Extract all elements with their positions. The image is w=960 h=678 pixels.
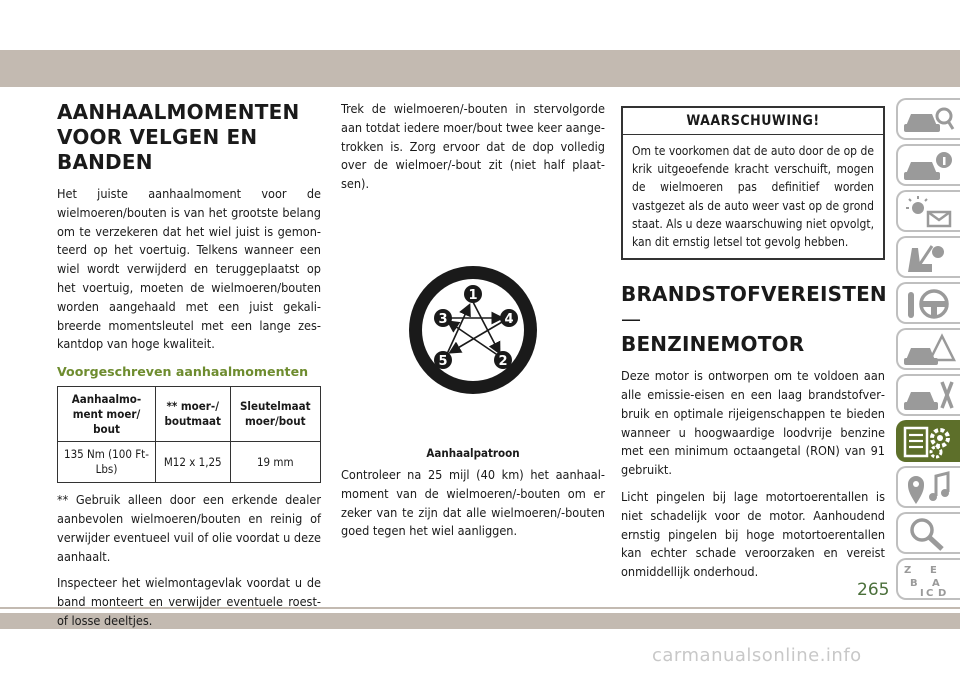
car-tools-icon: [902, 378, 956, 414]
watermark: carmanualsonline.info: [652, 645, 862, 666]
hazard-car-icon: [902, 332, 956, 368]
tab-specifications[interactable]: [896, 420, 960, 462]
lug-1: [464, 285, 482, 303]
fuel-title-line1: BRANDSTOFVEREISTEN: [621, 282, 887, 307]
svg-text:C: C: [926, 588, 934, 598]
car-info-icon: [902, 148, 956, 184]
footnote-paragraph: ** Gebruik alleen door een erkende dealer aanbevolen wielmoeren/bouten en reinig of verwijder eventueel vuil of olie voordat u deze aanhaalt.: [57, 492, 321, 564]
chapter-tabs: [896, 98, 960, 604]
section-title-line1: AANHAALMOMENTEN: [57, 100, 300, 124]
lug-2: [494, 351, 512, 369]
svg-text:A: A: [932, 578, 940, 589]
header-band: [0, 50, 960, 87]
lug-label: 1: [468, 287, 478, 303]
lug-5: [434, 351, 452, 369]
inspect-paragraph: Inspecteer het wielmontagevlak voordat u de band monteert en verwijder eventuele roest- of losse deeltjes.: [57, 575, 321, 628]
steering-wheel-icon: [902, 286, 956, 322]
lug-3: [434, 309, 452, 327]
wheel-diagram: [405, 262, 541, 398]
fuel-section-title: [621, 282, 885, 357]
tab-car-info[interactable]: [896, 144, 960, 186]
figure-caption: Aanhaalpatroon: [426, 445, 520, 460]
dashboard-lights-icon: [902, 194, 956, 230]
lug-label: 2: [498, 353, 508, 369]
svg-text:E: E: [930, 565, 937, 576]
fuel-title-line2: BENZINEMOTOR: [621, 332, 805, 357]
car-search-icon: [902, 102, 956, 138]
music-location-icon: [902, 470, 956, 506]
table-cell: 19 mm: [230, 442, 321, 483]
star-pattern-paragraph: Trek de wielmoeren/-bouten in stervolgorde aan totdat iedere moer/bout twee keer aangetrokken is. Zorg ervoor dat de dop volledig over de wielmoer/-bout zit (niet half plaatsen).: [341, 101, 605, 192]
warning-text: Om te voorkomen dat de auto door de op de krik uitgeoefende kracht verschuift, mogen de wielmoeren pas definitief worden vastgezet als de auto weer vast op de grond staat. Als u deze waarschuwing niet opvolgt, kan dit ernstig letsel tot gevolg hebben.: [632, 144, 874, 250]
svg-text:D: D: [938, 588, 947, 598]
section-title-line2: VOOR VELGEN EN BANDEN: [57, 125, 258, 174]
tab-car-tools[interactable]: [896, 374, 960, 416]
table-cell: M12 x 1,25: [155, 442, 230, 483]
warning-box: [621, 106, 885, 260]
torque-table: [57, 386, 321, 483]
table-cell: 135 Nm (100 Ft-Lbs): [58, 442, 156, 483]
column-middle: [341, 100, 605, 549]
svg-text:I: I: [920, 588, 924, 598]
specifications-gear-icon: [902, 424, 956, 460]
tab-dashboard-lights[interactable]: [896, 190, 960, 232]
subheading: Voorgeschreven aanhaalmomenten: [57, 364, 309, 380]
fuel-paragraph: Deze motor is ontworpen om te voldoen aan alle emissie-eisen en een laag brandstofverbruik en optimale rijeigenschappen te bieden wanneer u hoogwaardige loodvrije benzine met een minimum octaangetal (RON) van 91 gebruikt.: [621, 368, 885, 478]
section-title: [57, 100, 321, 175]
fuel-title-dash: —: [621, 307, 642, 332]
table-row: [58, 442, 321, 483]
intro-paragraph: Het juiste aanhaalmoment voor de wielmoeren/bouten is van het grootste belang om te verzekeren dat het wiel juist is gemonteerd op het voertuig. Telkens wanneer een wiel wordt verwijderd en teruggeplaatst op het voertuig, moeten de wielmoeren/bouten worden aangehaald met een juist gekalibreerde momentsleutel met een lange zeskantdop van hoge kwaliteit.: [57, 186, 321, 352]
tab-steering-wheel[interactable]: [896, 282, 960, 324]
table-header: ** moer-/ boutmaat: [155, 387, 230, 442]
tab-search[interactable]: [896, 512, 960, 554]
lug-4: [500, 309, 518, 327]
torque-pattern-figure: [341, 216, 605, 466]
column-right: [621, 106, 885, 590]
page-number: 265: [857, 580, 890, 600]
lug-label: 5: [438, 353, 448, 369]
tab-airbag-seat[interactable]: [896, 236, 960, 278]
tab-car-search[interactable]: [896, 98, 960, 140]
tab-music-location[interactable]: [896, 466, 960, 508]
svg-text:B: B: [910, 578, 918, 589]
magnifier-icon: [902, 516, 956, 552]
lug-label: 3: [438, 311, 448, 327]
column-left: [57, 100, 321, 639]
table-header: Aanhaalmo- ment moer/ bout: [58, 387, 156, 442]
knock-paragraph: Licht pingelen bij lage motortoerentallen is niet schadelijk voor de motor. Aanhoudend ernstig pingelen bij hoge motortoerentallen kan echter schade veroorzaken en vereist onmiddellijk onderhoud.: [621, 489, 885, 580]
table-header-row: [58, 387, 321, 442]
tab-index[interactable]: [896, 558, 960, 600]
tab-hazard-car[interactable]: [896, 328, 960, 370]
warning-title: WAARSCHUWING!: [623, 108, 883, 135]
lug-label: 4: [504, 311, 514, 327]
table-header: Sleutelmaat moer/bout: [230, 387, 321, 442]
recheck-paragraph: Controleer na 25 mijl (40 km) het aanhaalmoment van de wielmoeren/-bouten om er zeker van te zijn dat alle wielmoeren/-bouten goed tegen het wiel aanliggen.: [341, 466, 605, 539]
airbag-seat-icon: [902, 240, 956, 276]
svg-text:Z: Z: [904, 565, 912, 576]
index-letters-icon: [902, 562, 956, 598]
